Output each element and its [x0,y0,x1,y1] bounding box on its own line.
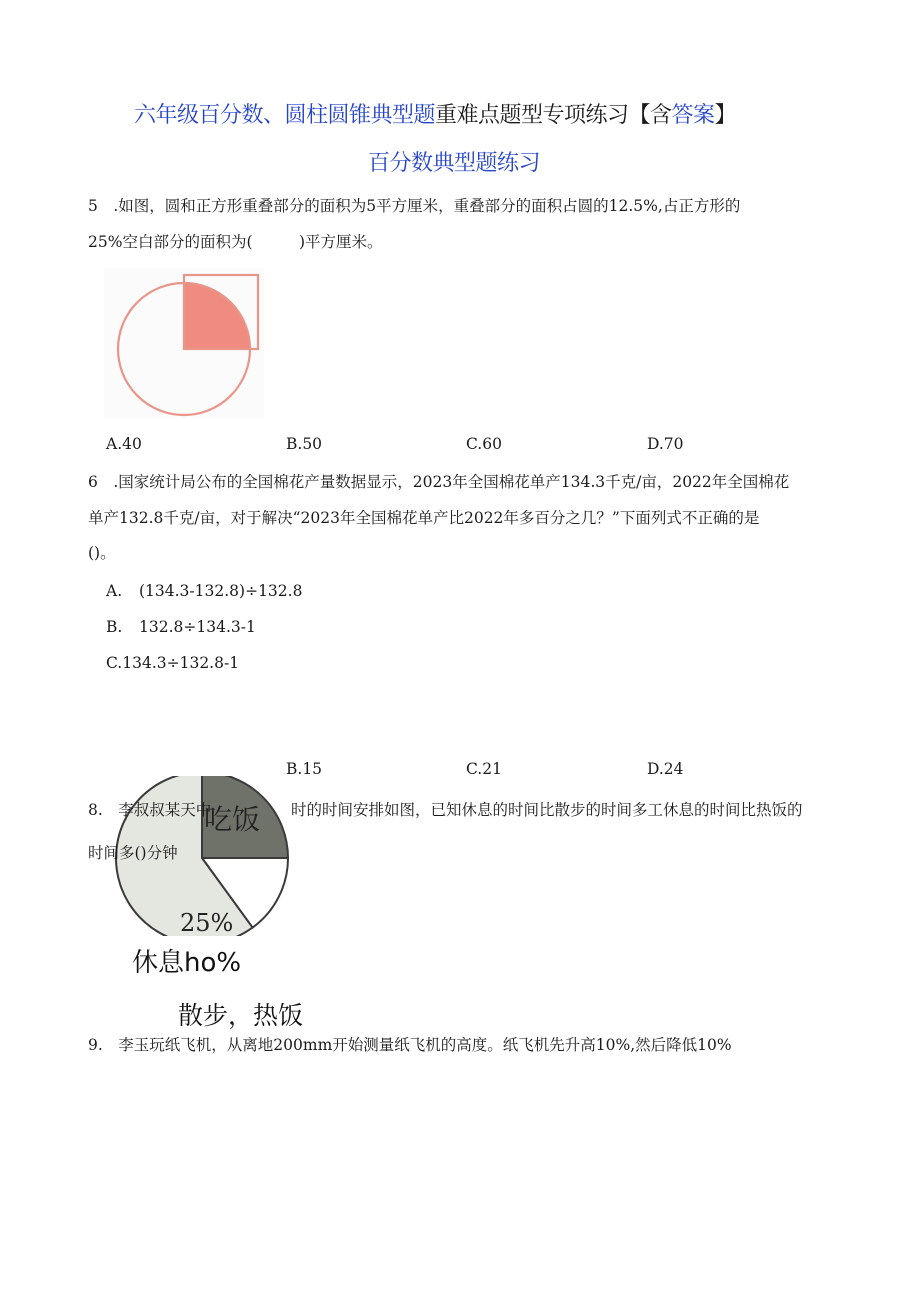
q6-option-a-label: A. [106,582,123,600]
q6-option-a-expr: (134.3-132.8)÷132.8 [139,582,303,600]
q6-line-3: ()。 [88,544,116,562]
q5-line-1: 5 .如图，圆和正方形重叠部分的面积为5平方厘米，重叠部分的面积占圆的12.5%,占正方形的 [88,197,741,215]
q7-option-b: B.15 [286,760,323,778]
pie-label-eat: 吃饭 [204,803,261,836]
q5-line-2: 25%空白部分的面积为( )平方厘米。 [88,233,383,251]
page-title [134,98,736,129]
q6-line-1: 6 .国家统计局公布的全国棉花产量数据显示，2023年全国棉花单产134.3千克/亩，2022年全国棉花 [88,473,790,491]
q7-option-d: D.24 [647,760,684,778]
q8-line-1-suffix: 时的时间安排如图，已知休息的时间比散步的时间多工休息的时间比热饭的 [291,801,803,819]
title-part-2: 重难点题型专项练习 [435,103,629,128]
q8-line-2: 时间多()分钟 [88,844,178,862]
title-part-1: 六年级百分数、圆柱圆锥典型题 [134,103,436,128]
q5-option-d: D.70 [647,435,684,453]
q6-option-b-label: B. [106,618,123,636]
q6-option-b-expr: 132.8÷134.3-1 [139,618,256,636]
title-part-3: 【含 [628,103,672,128]
label-walk-heat: 散步，热饭 [178,1001,304,1030]
page-subtitle: 百分数典型题练习 [368,151,541,176]
q8-line-1-prefix: 8. 李叔叔某天中 [88,801,212,819]
pie-label-percent: 25% [180,909,234,937]
q5-option-b: B.50 [286,435,323,453]
q5-option-c: C.60 [466,435,502,453]
title-part-5: 】 [714,103,737,128]
title-part-4: 答案 [671,103,715,128]
q9-line-1: 9. 李玉玩纸飞机，从离地200mm开始测量纸飞机的高度。纸飞机先升高10%,然后降低10% [88,1036,732,1054]
q6-line-2: 单产132.8千克/亩，对于解决“2023年全国棉花单产比2022年多百分之几？”下面列式不正确的是 [88,509,760,527]
q5-option-a: A.40 [106,435,142,453]
q6-option-c: C.134.3÷132.8-1 [106,654,240,672]
circle-square-figure [104,268,264,418]
label-rest: 休息hο% [132,948,242,978]
q7-option-c: C.21 [466,760,502,778]
